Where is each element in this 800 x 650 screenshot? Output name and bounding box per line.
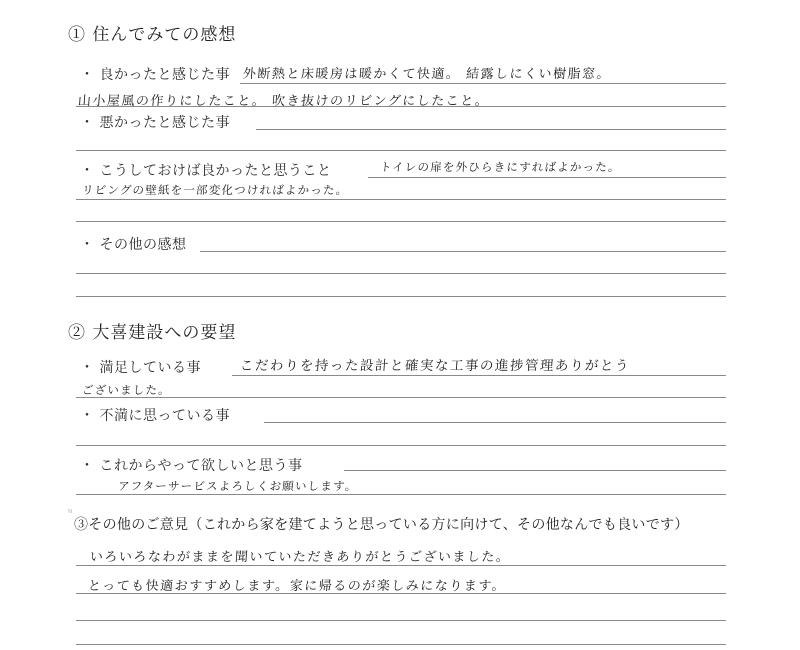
wishes-answer: アフターサービスよろしくお願いします。 [117,479,359,493]
improvement-answer-line1: トイレの扉を外ひらきにすればよかった。 [379,160,622,174]
answer-rule [76,397,726,398]
answer-rule [76,273,726,274]
dissatisfied-label: ・ 不満に思っている事 [80,408,230,424]
good-points-answer-line1: 外断熱と床暖房は暖かくて快適。 結露しにくい樹脂窓。 [242,67,612,82]
answer-rule [76,150,726,151]
answer-rule [76,620,726,621]
other-opinions-answer-line1: いろいろなわがままを聞いていただきありがとうございました。 [89,550,511,565]
answer-rule [76,494,726,495]
good-points-label: ・ 良かったと感じた事 [80,67,230,83]
answer-rule [76,445,726,446]
answer-rule [76,565,726,566]
answer-rule [76,593,726,594]
answer-rule [368,177,726,178]
section3-title: ③その他のご意見（これから家を建てようと思っている方に向けて、その他なんでも良いです） [74,517,689,533]
other-impressions-label: ・ その他の感想 [80,237,187,253]
satisfied-answer-line1: こだわりを持った設計と確実な工事の進捗管理ありがとう [239,358,631,374]
answer-rule [344,470,726,471]
answer-rule [256,129,726,130]
bad-points-label: ・ 悪かったと感じた事 [80,115,230,131]
answer-rule [76,296,726,297]
answer-rule [264,422,726,423]
answer-rule [76,644,726,645]
answer-rule [232,375,726,376]
answer-rule [76,106,726,107]
scan-mark: ᴺ [68,509,73,519]
improvement-answer-line2: リビングの壁紙を一部変化つければよかった。 [81,183,349,197]
answer-rule [76,221,726,222]
answer-rule [76,199,726,200]
answer-rule [200,251,726,252]
satisfied-answer-line2: ございました。 [81,383,172,397]
satisfied-label: ・ 満足している事 [80,360,201,376]
wishes-label: ・ これからやって欲しいと思う事 [80,458,303,474]
section1-title: ① 住んでみての感想 [68,25,237,45]
other-opinions-answer-line2: とっても快適おすすめします。家に帰るのが楽しみになります。 [87,579,507,594]
good-points-answer-line2: 山小屋風の作りにしたこと。 吹き抜けのリビングにしたこと。 [77,94,490,109]
section2-title: ② 大喜建設への要望 [68,323,237,343]
answer-rule [240,83,726,84]
improvement-label: ・ こうしておけば良かったと思うこと [80,163,332,179]
